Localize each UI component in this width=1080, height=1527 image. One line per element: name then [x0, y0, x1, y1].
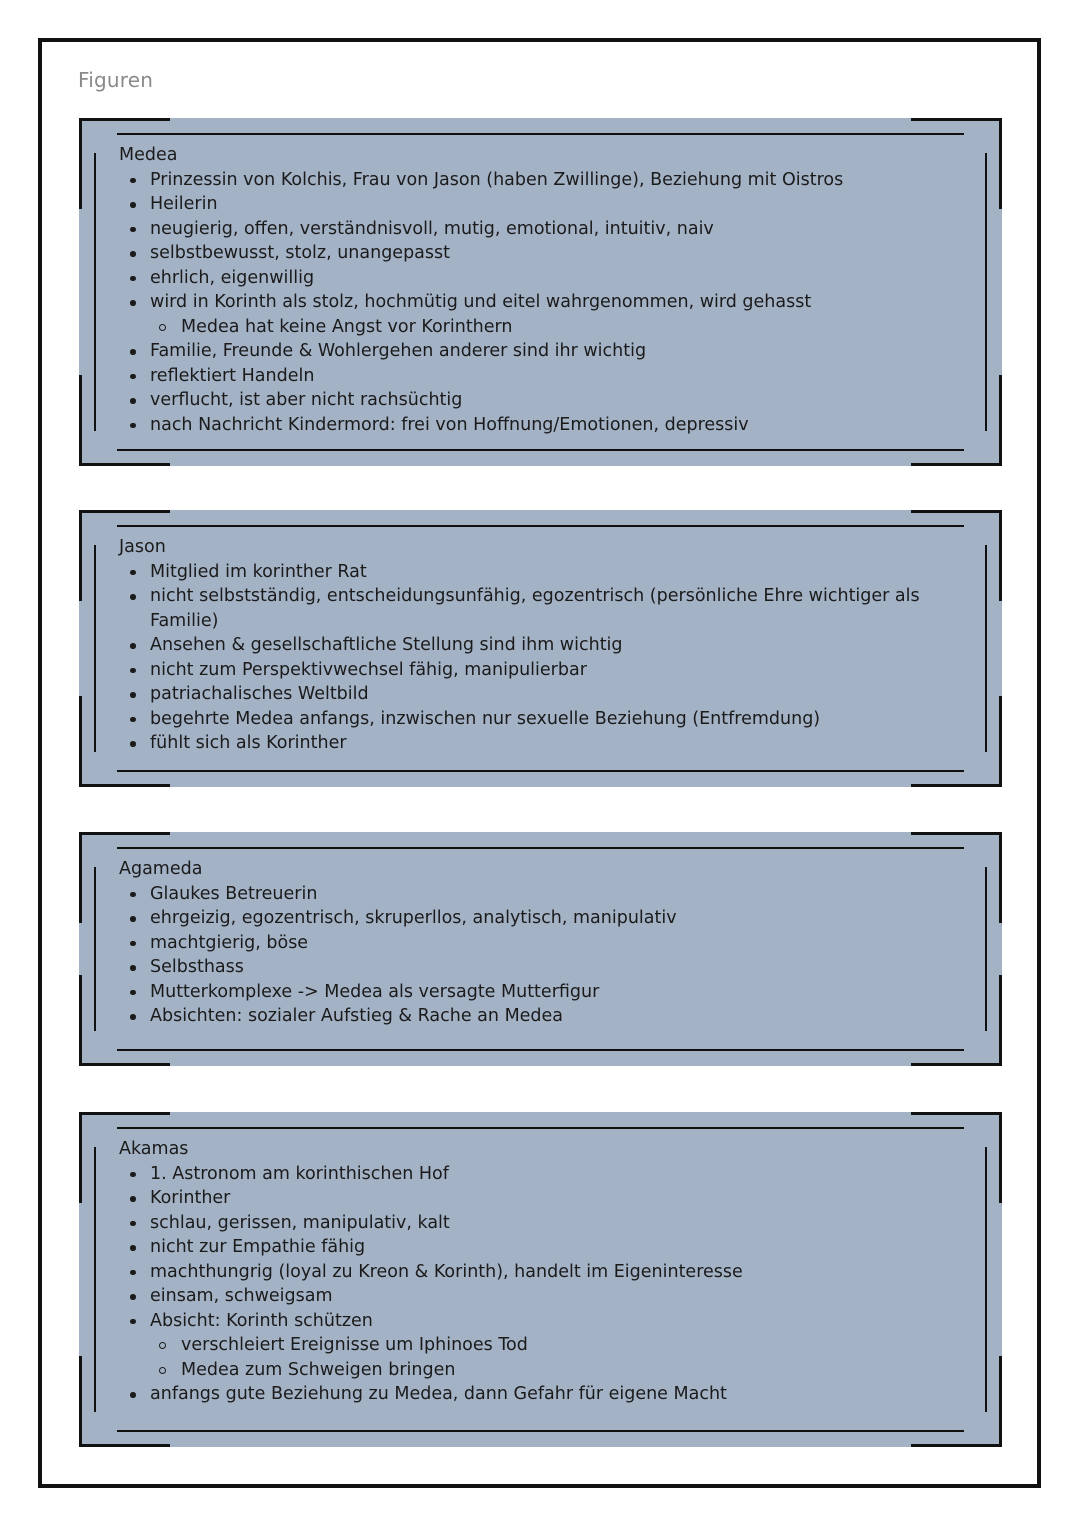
- trait-list: [119, 882, 962, 1029]
- card-frame-line: [94, 153, 96, 431]
- card-frame-line: [985, 545, 987, 752]
- trait-item: anfangs gute Beziehung zu Medea, dann Gefahr für eigene Macht: [119, 1382, 962, 1407]
- character-card-agameda: [79, 832, 1002, 1066]
- card-frame-line: [94, 867, 96, 1031]
- trait-subitem: verschleiert Ereignisse um Iphinoes Tod: [119, 1333, 962, 1358]
- trait-list: [119, 1162, 962, 1407]
- trait-item: ehrgeizig, egozentrisch, skruperllos, analytisch, manipulativ: [119, 906, 962, 931]
- trait-item: verflucht, ist aber nicht rachsüchtig: [119, 388, 962, 413]
- card-frame-line: [985, 1147, 987, 1412]
- trait-item: ehrlich, eigenwillig: [119, 266, 962, 291]
- trait-list: [119, 168, 962, 438]
- trait-item: wird in Korinth als stolz, hochmütig und eitel wahrgenommen, wird gehasst: [119, 290, 962, 315]
- trait-item: Mutterkomplexe -> Medea als versagte Mutterfigur: [119, 980, 962, 1005]
- trait-item: nicht zur Empathie fähig: [119, 1235, 962, 1260]
- card-frame-line: [117, 525, 964, 527]
- trait-item: Ansehen & gesellschaftliche Stellung sind ihm wichtig: [119, 633, 962, 658]
- trait-item: nicht zum Perspektivwechsel fähig, manipulierbar: [119, 658, 962, 683]
- trait-item: reflektiert Handeln: [119, 364, 962, 389]
- page-title: Figuren: [78, 68, 154, 92]
- trait-item: selbstbewusst, stolz, unangepasst: [119, 241, 962, 266]
- character-card-medea: [79, 118, 1002, 466]
- card-content: [119, 143, 962, 437]
- trait-item: Glaukes Betreuerin: [119, 882, 962, 907]
- card-content: [119, 857, 962, 1029]
- trait-item: machthungrig (loyal zu Kreon & Korinth), handelt im Eigeninteresse: [119, 1260, 962, 1285]
- character-name: Jason: [119, 537, 166, 557]
- trait-item: Mitglied im korinther Rat: [119, 560, 962, 585]
- card-frame-line: [117, 770, 964, 772]
- card-frame-line: [117, 847, 964, 849]
- trait-item: neugierig, offen, verständnisvoll, mutig, emotional, intuitiv, naiv: [119, 217, 962, 242]
- card-frame-line: [985, 153, 987, 431]
- card-frame-line: [985, 867, 987, 1031]
- trait-subitem: Medea zum Schweigen bringen: [119, 1358, 962, 1383]
- card-content: [119, 535, 962, 756]
- trait-item: nach Nachricht Kindermord: frei von Hoffnung/Emotionen, depressiv: [119, 413, 962, 438]
- card-content: [119, 1137, 962, 1407]
- card-frame-line: [117, 1049, 964, 1051]
- trait-item: Prinzessin von Kolchis, Frau von Jason (haben Zwillinge), Beziehung mit Oistros: [119, 168, 962, 193]
- trait-item: Korinther: [119, 1186, 962, 1211]
- trait-item: Absichten: sozialer Aufstieg & Rache an Medea: [119, 1004, 962, 1029]
- character-card-akamas: [79, 1112, 1002, 1447]
- character-name: Akamas: [119, 1139, 189, 1159]
- trait-item: einsam, schweigsam: [119, 1284, 962, 1309]
- trait-item: Heilerin: [119, 192, 962, 217]
- card-frame-line: [117, 1430, 964, 1432]
- trait-item: machtgierig, böse: [119, 931, 962, 956]
- character-name: Medea: [119, 145, 178, 165]
- trait-item: patriachalisches Weltbild: [119, 682, 962, 707]
- trait-item: begehrte Medea anfangs, inzwischen nur sexuelle Beziehung (Entfremdung): [119, 707, 962, 732]
- character-name: Agameda: [119, 859, 203, 879]
- trait-item: Familie, Freunde & Wohlergehen anderer sind ihr wichtig: [119, 339, 962, 364]
- character-card-jason: [79, 510, 1002, 787]
- trait-item: schlau, gerissen, manipulativ, kalt: [119, 1211, 962, 1236]
- trait-item: nicht selbstständig, entscheidungsunfähig, egozentrisch (persönliche Ehre wichtiger als Familie): [119, 584, 962, 633]
- card-frame-line: [94, 545, 96, 752]
- trait-item: 1. Astronom am korinthischen Hof: [119, 1162, 962, 1187]
- card-frame-line: [117, 1127, 964, 1129]
- trait-item: fühlt sich als Korinther: [119, 731, 962, 756]
- trait-subitem: Medea hat keine Angst vor Korinthern: [119, 315, 962, 340]
- card-frame-line: [117, 133, 964, 135]
- trait-item: Selbsthass: [119, 955, 962, 980]
- card-frame-line: [94, 1147, 96, 1412]
- card-frame-line: [117, 449, 964, 451]
- trait-item: Absicht: Korinth schützen: [119, 1309, 962, 1334]
- trait-list: [119, 560, 962, 756]
